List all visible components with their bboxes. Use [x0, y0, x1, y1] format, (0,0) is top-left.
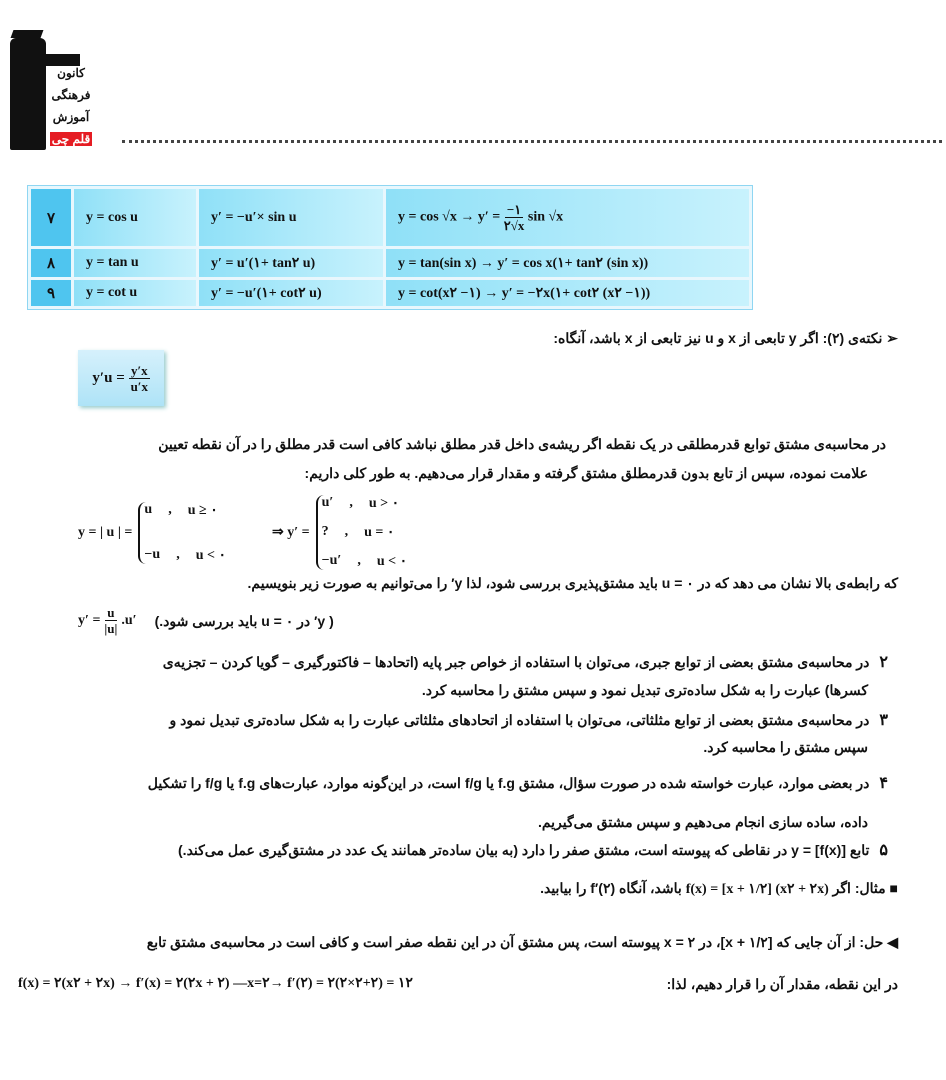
fraction	[104, 605, 117, 636]
item-text: در بعضی موارد، عبارت خواسته شده در صورت سؤال، مشتق f.g یا f/g است، در این‌گونه موارد، عبارت‌های f.g یا f/g را تشکیل	[147, 775, 870, 791]
table-row	[31, 280, 749, 306]
list-item	[8, 840, 888, 861]
triangle-marker-icon: ◀	[887, 934, 898, 950]
paragraph: که رابطه‌ی بالا نشان می دهد که در u = ۰ باید مشتق‌پذیری بررسی شود، لذا y′ را می‌توانیم به صورت زیر بنویسیم.	[247, 575, 898, 591]
item-number: ۲	[879, 654, 888, 671]
example-label: مثال:	[854, 880, 886, 896]
numerator: y′x	[130, 362, 148, 378]
derivative-cell: y′ = −u′× sin u	[199, 189, 383, 246]
paragraph: علامت نموده، سپس از تابع بدون قدرمطلق مشتق گرفته و مقدار قرار می‌دهیم. به طور کلی داریم:	[304, 465, 868, 481]
case-condition: u = ۰	[364, 525, 395, 540]
formula-lhs: y′ =	[78, 612, 101, 628]
logo-text: قلم چی	[51, 132, 91, 146]
logo-text: فرهنگی	[51, 88, 91, 102]
square-marker-icon: ■	[889, 880, 898, 896]
kanoon-logo	[4, 30, 94, 158]
logo-text: آموزش	[52, 110, 90, 124]
cases: u′ , u > ۰ ? , u = ۰ −u′ , u < ۰	[316, 495, 408, 570]
case-value: −u′	[321, 553, 342, 568]
solution-text: از آن جایی که [x + ۱/۲]، در x = ۲ پیوسته است، پس مشتق آن در این نقطه صفر است و کافی است در محاسبه‌ی مشتق تابع	[146, 934, 856, 950]
formula-rhs: .u′	[121, 612, 137, 628]
case-condition: u ≥ ۰	[187, 502, 218, 518]
denominator: u′x	[130, 378, 148, 394]
example-question	[98, 878, 898, 900]
item-number: ۴	[879, 775, 888, 792]
function-cell: y = tan u	[74, 249, 196, 277]
fraction	[504, 202, 525, 233]
list-item	[78, 773, 888, 794]
note-text: اگر y تابعی از x و u نیز تابعی از x باشد، آنگاه:	[553, 330, 819, 346]
derivative-cell: y′ = −u′(۱+ cot۲ u)	[199, 280, 383, 306]
example-text: باشد، آنگاه f′(۲) را بیابید.	[540, 880, 682, 896]
note-title: نکته‌ی (۲):	[822, 330, 883, 346]
item-number: ۳	[879, 712, 888, 729]
example-cell	[386, 189, 749, 246]
case-value: u	[144, 501, 153, 517]
solution-formula: f(x) = ۲(x۲ + ۲x) → f′(x) = ۲(۲x + ۲) —x=۲→ f′(۲) = ۲(۲×۲+۲) = ۱۲	[18, 976, 413, 991]
row-number: ۸	[31, 249, 71, 277]
table-row	[31, 189, 749, 246]
derivative-table	[27, 185, 753, 310]
formula-note: ( y′ در u = ۰ باید بررسی شود.)	[154, 612, 334, 629]
case-value: −u	[144, 546, 161, 562]
solution-label: حل:	[859, 934, 884, 950]
item-text: در محاسبه‌ی مشتق بعضی از توابع جبری، می‌توان با استفاده از خواص جبر پایه (اتحادها – فاکتورگیری – گویا کردن – تجزیه‌ی	[162, 654, 870, 670]
case-condition: u < ۰	[376, 554, 408, 569]
item-text: کسرها) عبارت را به شکل ساده‌تری تبدیل نمود و سپس مشتق را محاسبه کرد.	[421, 682, 868, 698]
denominator: ۲√x	[503, 218, 525, 233]
abs-derivative-formula	[78, 605, 334, 636]
case-condition: u < ۰	[195, 547, 226, 563]
formula-lhs: y = | u | =	[78, 524, 133, 540]
example-cell: y = cot(x۲ −۱) → y′ = −۲x(۱+ cot۲ (x۲ −۱))	[386, 280, 749, 306]
table-row	[31, 249, 749, 277]
list-item	[78, 652, 888, 673]
function-cell: y = cot u	[74, 280, 196, 306]
chain-rule-box	[78, 350, 164, 406]
implies-derivative: ⇒ y′ =	[271, 525, 310, 540]
list-item	[78, 710, 888, 731]
case-condition: u > ۰	[368, 496, 400, 511]
arrow-marker-icon: ➢	[886, 330, 898, 346]
row-number: ۷	[31, 189, 71, 246]
example-text: اگر	[832, 880, 851, 896]
item-text: در محاسبه‌ی مشتق بعضی از توابع مثلثاتی، می‌توان با استفاده از اتحادهای مثلثاتی عبارت را به شکل ساده‌تری تبدیل نمود و	[169, 712, 870, 728]
header-divider	[122, 140, 942, 143]
paragraph: در محاسبه‌ی مشتق توابع قدرمطلقی در یک نقطه اگر ریشه‌ی داخل قدر مطلق نباشد کافی است قدر مطلق را در آن نقطه تعیین	[158, 436, 886, 452]
item-text: سپس مشتق را محاسبه کرد.	[703, 739, 868, 755]
example-lhs: y = cos √x → y′ =	[398, 209, 504, 225]
case-value: u′	[321, 495, 334, 510]
fraction	[129, 363, 150, 394]
example-rhs: sin √x	[524, 209, 564, 225]
item-text: داده، ساده سازی انجام می‌دهیم و سپس مشتق می‌گیریم.	[537, 814, 868, 830]
function-cell: y = cos u	[74, 189, 196, 246]
case-value: ?	[321, 524, 329, 539]
solution-text: در این نقطه، مقدار آن را قرار دهیم، لذا:	[666, 976, 898, 992]
denominator: |u|	[104, 621, 118, 636]
formula-lhs: y′u =	[92, 369, 125, 386]
item-number: ۵	[879, 842, 888, 859]
abs-cases-formula	[78, 495, 407, 570]
solution	[18, 932, 898, 952]
row-number: ۹	[31, 280, 71, 306]
cases: u , u ≥ ۰ −u , u < ۰	[138, 502, 226, 564]
numerator: −۱	[506, 202, 522, 217]
derivative-cell: y′ = u′(۱+ tan۲ u)	[199, 249, 383, 277]
item-text: تابع y = [f(x)] در نقاطی که پیوسته است، مشتق صفر را دارد (به بیان ساده‌تر همانند یک عدد در مشتق‌گیری عمل می‌کند.)	[178, 842, 870, 858]
logo-text: کانون	[57, 66, 85, 80]
example-expression: f(x) = [x + ۱/۲] (x۲ + ۲x)	[685, 882, 829, 897]
example-cell: y = tan(sin x) → y′ = cos x(۱+ tan۲ (sin x))	[386, 249, 749, 277]
numerator: u	[107, 605, 115, 620]
note-heading	[298, 328, 898, 348]
